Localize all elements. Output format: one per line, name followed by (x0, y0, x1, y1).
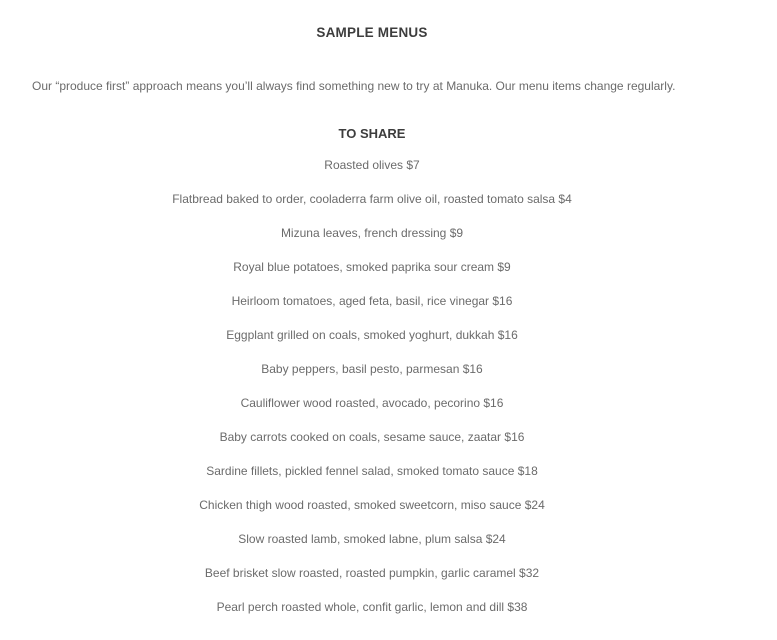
section-heading-to-share: TO SHARE (338, 126, 406, 141)
page-title: SAMPLE MENUS (316, 25, 428, 40)
menu-list (0, 158, 744, 634)
menu-item: Eggplant grilled on coals, smoked yoghurt, dukkah $16 (226, 328, 518, 342)
menu-item: Baby peppers, basil pesto, parmesan $16 (261, 362, 483, 376)
menu-item: Sardine fillets, pickled fennel salad, smoked tomato sauce $18 (206, 464, 538, 478)
menu-item: Chicken thigh wood roasted, smoked sweetcorn, miso sauce $24 (199, 498, 545, 512)
menu-item: Flatbread baked to order, cooladerra farm olive oil, roasted tomato salsa $4 (172, 192, 572, 206)
menu-item: Royal blue potatoes, smoked paprika sour cream $9 (233, 260, 511, 274)
menu-item: Roasted olives $7 (324, 158, 420, 172)
menu-item: Slow roasted lamb, smoked labne, plum salsa $24 (238, 532, 506, 546)
menu-item: Baby carrots cooked on coals, sesame sauce, zaatar $16 (219, 430, 525, 444)
menu-item: Heirloom tomatoes, aged feta, basil, rice vinegar $16 (231, 294, 513, 308)
menu-item: Mizuna leaves, french dressing $9 (280, 226, 464, 240)
menu-item: Beef brisket slow roasted, roasted pumpkin, garlic caramel $32 (204, 566, 540, 580)
menu-item: Cauliflower wood roasted, avocado, pecorino $16 (240, 396, 504, 410)
menu-item: Pearl perch roasted whole, confit garlic, lemon and dill $38 (216, 600, 528, 614)
intro-text: Our “produce first” approach means you’ll always find something new to try at Manuka. Our menu items change regularly. (32, 79, 676, 93)
